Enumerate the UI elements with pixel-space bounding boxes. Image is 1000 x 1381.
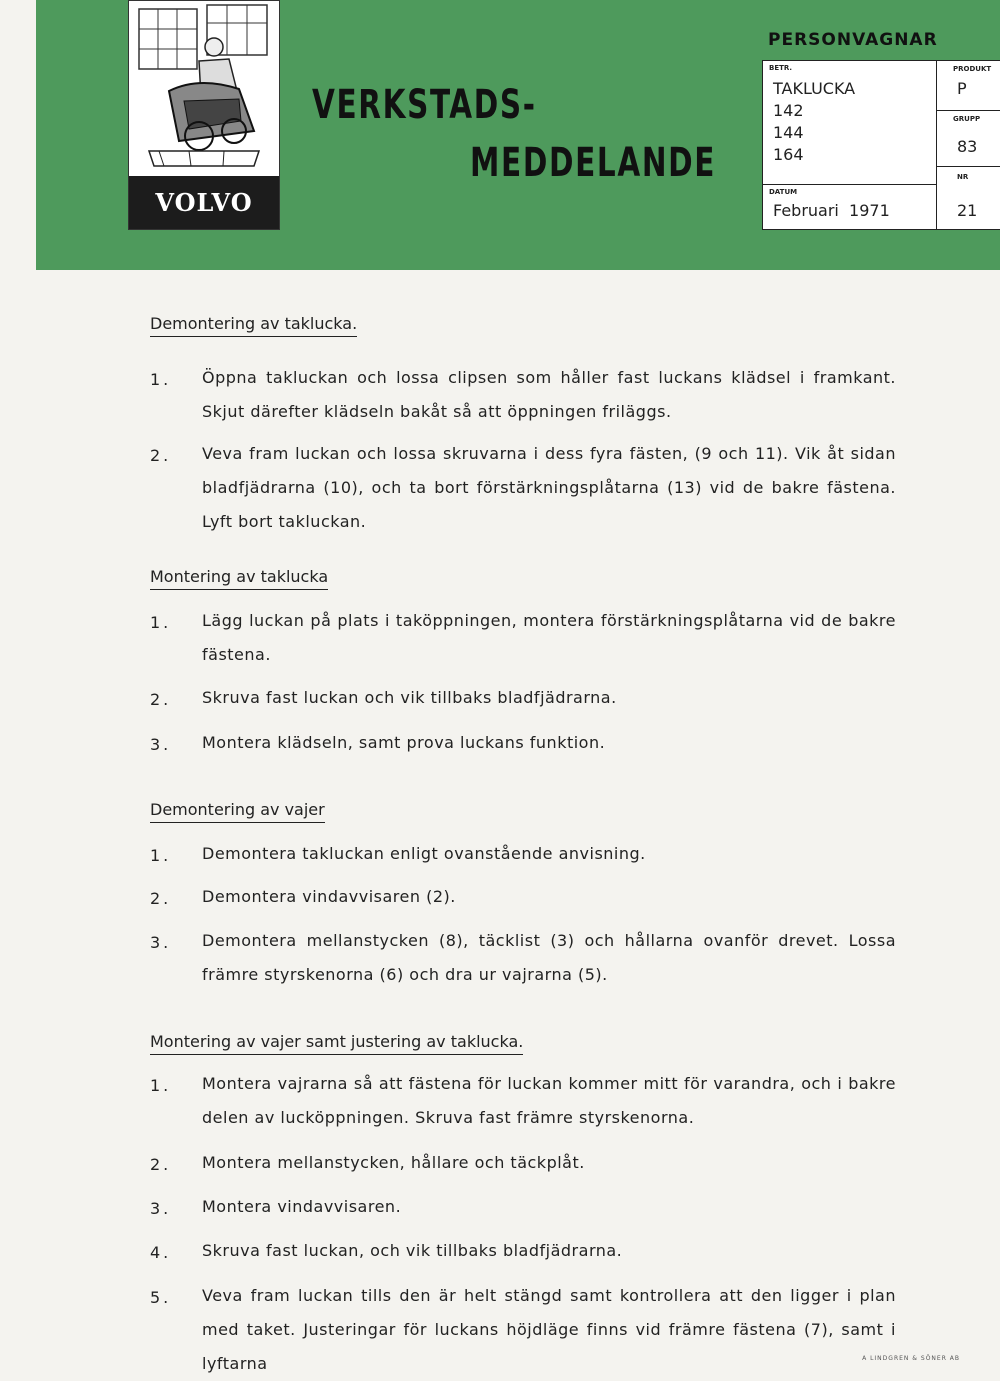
list-item-number: 1. [150,846,172,865]
info-box [762,60,1000,230]
mechanic-illustration [129,1,279,176]
produkt-cell [937,61,1000,111]
list-item-text: Demontera mellanstycken (8), täcklist (3) och hållarna ovanför drevet. Lossa främre styrskenorna (6) och dra ur vajrarna (5). [202,931,896,984]
list-item-number: 2. [150,690,172,709]
grupp-label: GRUPP [953,115,981,123]
section-heading-montering-vajer: Montering av vajer samt justering av taklucka. [150,1032,523,1055]
list-item-number: 2. [150,1155,172,1174]
list-item-number: 3. [150,1199,172,1218]
list-item-number: 4. [150,1243,172,1262]
grupp-cell [937,111,1000,167]
section-heading-demontering-taklucka: Demontering av taklucka. [150,314,357,337]
list-item-text: Montera mellanstycken, hållare och täckplåt. [202,1153,585,1172]
section-heading-demontering-vajer: Demontering av vajer [150,800,325,823]
list-item-number: 5. [150,1288,172,1307]
list-item-text: Veva fram luckan tills den är helt stängd samt kontrollera att den ligger i plan med taket. Justeringar för luckans höjdläge finns vid främre fästena (7), samt i lyftarna [202,1286,896,1373]
betr-line-2: 142 [773,101,804,120]
nr-value: 21 [957,201,978,220]
category-label: PERSONVAGNAR [768,30,938,50]
nr-cell [937,167,1000,229]
list-item-text: Montera vajrarna så att fästena för luckan kommer mitt för varandra, och i bakre delen av lucköppningen. Skruva fast främre styrskenorna. [202,1074,896,1127]
grupp-value: 83 [957,137,978,156]
datum-cell [763,185,937,229]
list-item-text: Montera vindavvisaren. [202,1197,402,1216]
title-line-2: MEDDELANDE [470,140,717,186]
list-item-text: Montera klädseln, samt prova luckans funktion. [202,733,606,752]
list-item-number: 1. [150,1076,172,1095]
list-item-number: 3. [150,933,172,952]
list-item-text: Skruva fast luckan, och vik tillbaks bladfjädrarna. [202,1241,623,1260]
volvo-logo: VOLVO [129,176,279,229]
list-item-text: Demontera vindavvisaren (2). [202,887,456,906]
list-item-text: Lägg luckan på plats i taköppningen, montera förstärkningsplåtarna vid de bakre fästena. [202,611,896,664]
list-item-number: 1. [150,613,172,632]
list-item-text: Demontera takluckan enligt ovanstående anvisning. [202,844,646,863]
betr-line-3: 144 [773,123,804,142]
list-item-text: Veva fram luckan och lossa skruvarna i dess fyra fästen, (9 och 11). Vik åt sidan bladfjädrarna (10), och ta bort förstärkningsplåtarna (13) vid de bakre fästena. Lyft bort takluckan. [202,444,896,531]
datum-label: DATUM [769,188,798,196]
datum-value: Februari 1971 [773,201,890,220]
section-heading-montering-taklucka: Montering av taklucka [150,567,328,590]
list-item-text: Skruva fast luckan och vik tillbaks bladfjädrarna. [202,688,617,707]
betr-label: BETR. [769,64,793,72]
produkt-label: PRODUKT [953,65,992,73]
printer-footer: A LINDGREN & SÖNER AB [862,1355,960,1362]
list-item-number: 2. [150,889,172,908]
betr-line-1: TAKLUCKA [773,79,856,98]
list-item-number: 1. [150,370,172,389]
list-item-number: 2. [150,446,172,465]
list-item-text: Öppna takluckan och lossa clipsen som håller fast luckans klädsel i framkant. Skjut därefter klädseln bakåt så att öppningen friläggs. [202,368,896,421]
produkt-value: P [957,79,967,98]
nr-label: NR [957,173,969,181]
betr-cell [763,61,937,185]
logo-box [128,0,280,230]
betr-line-4: 164 [773,145,804,164]
title-line-1: VERKSTADS- [312,82,537,128]
list-item-number: 3. [150,735,172,754]
